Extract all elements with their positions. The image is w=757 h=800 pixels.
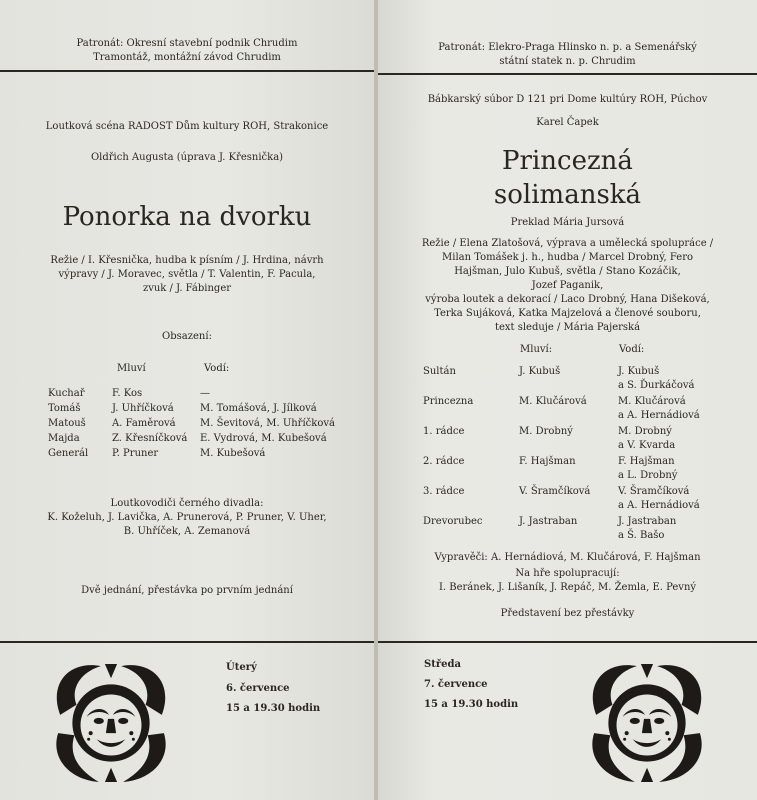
cast-puppeteer: a S. Ďurkáčová [618, 380, 695, 391]
col-speak-heading: Mluví: [520, 344, 553, 355]
left-ensemble: Loutková scéna RADOST Dům kultury ROH, Strakonice [45, 121, 329, 132]
cast-puppeteer: a V. Kvarda [618, 440, 676, 451]
cast-puppeteer: V. Šramčíková [618, 486, 690, 497]
col-lead-heading: Vodí: [619, 344, 645, 355]
right-page [378, 0, 757, 800]
coop-list: I. Beránek, J. Lišaník, J. Repáč, M. Žemla, E. Pevný [438, 582, 697, 593]
puppeteers-line-2: B. Uhříček, A. Zemanová [123, 526, 251, 537]
coop-heading: Na hře spolupracují: [515, 568, 620, 579]
cast-speaker: V. Šramčíková [519, 486, 591, 497]
top-divider [378, 73, 757, 75]
right-translation: Preklad Mária Jursová [510, 217, 625, 228]
col-lead-heading: Vodí: [204, 363, 230, 374]
cast-speaker: F. Hajšman [519, 456, 576, 467]
cast-speaker: J. Jastraban [519, 516, 578, 527]
acts-note: Dvě jednání, přestávka po prvním jednání [81, 585, 293, 596]
cast-speaker: M. Drobný [519, 426, 573, 437]
cast-role: Sultán [423, 366, 456, 377]
cast-puppeteer: F. Hajšman [618, 456, 675, 467]
right-patron-line-2: státní statek n. p. Chrudim [499, 56, 636, 67]
right-credits-line: text sleduje / Mária Pajerská [494, 322, 641, 333]
left-author: Oldřich Augusta (úprava J. Křesnička) [90, 152, 284, 163]
cast-puppeteer: J. Jastraban [618, 516, 677, 527]
narrators: Vypravěči: A. Hernádiová, M. Klučárová, F. Hajšman [434, 552, 701, 563]
right-patron-line-1: Patronát: Elekro-Praga Hlinsko n. p. a Semenářský [438, 42, 697, 53]
cast-role: Princezna [423, 396, 474, 407]
cast-speaker: M. Klučárová [519, 396, 587, 407]
sun-face-emblem-left [50, 662, 172, 784]
right-date: 7. července [424, 679, 488, 690]
cast-role: Matouš [48, 418, 86, 429]
cast-speaker: Z. Křesníčková [112, 433, 188, 444]
cast-puppeteer: a A. Hernádiová [618, 410, 700, 421]
cast-puppeteer: M. Kubešová [200, 448, 266, 459]
cast-puppeteer: M. Drobný [618, 426, 672, 437]
right-day: Středa [424, 659, 461, 670]
cast-puppeteer: M. Ševitová, M. Uhříčková [200, 418, 335, 429]
cast-speaker: P. Pruner [112, 448, 159, 459]
right-credits-line: Milan Tomášek j. h., hudba / Marcel Drobný, Fero [442, 252, 693, 263]
left-credits-line-3: zvuk / J. Fábinger [142, 283, 232, 294]
right-credits-line: Jozef Paganik, [531, 280, 604, 291]
cast-puppeteer: a L. Drobný [618, 470, 678, 481]
cast-role: 3. rádce [423, 486, 465, 497]
right-title-line-1: Princezná [502, 146, 633, 176]
top-divider [0, 70, 374, 72]
cast-role: Majda [48, 433, 80, 444]
sun-face-emblem-right [586, 662, 708, 784]
cast-speaker: F. Kos [112, 388, 143, 399]
left-patron-line-1: Patronát: Okresní stavební podnik Chrudim [76, 38, 298, 49]
cast-speaker: J. Uhříčková [112, 403, 174, 414]
cast-role: 2. rádce [423, 456, 465, 467]
left-patron-line-2: Tramontáž, montážní závod Chrudim [93, 52, 281, 63]
cast-role: 1. rádce [423, 426, 465, 437]
cast-heading: Obsazení: [162, 331, 212, 342]
cast-puppeteer: a Š. Bašo [618, 530, 665, 541]
cast-puppeteer: E. Vydrová, M. Kubešová [200, 433, 327, 444]
cast-puppeteer: M. Tomášová, J. Jílková [200, 403, 317, 414]
left-day: Úterý [226, 662, 257, 673]
right-credits-line: Hajšman, Julo Kubuš, světla / Stano Kozáčik, [454, 266, 681, 277]
left-page [0, 0, 374, 800]
bottom-divider [0, 641, 374, 643]
cast-puppeteer: — [200, 388, 210, 399]
puppeteers-heading: Loutkovodiči černého divadla: [110, 498, 264, 509]
right-ensemble: Bábkarský súbor D 121 pri Dome kultúry ROH, Púchov [427, 94, 708, 105]
intermission-note: Představení bez přestávky [500, 608, 635, 619]
cast-puppeteer: M. Klučárová [618, 396, 686, 407]
left-title: Ponorka na dvorku [62, 202, 312, 232]
cast-puppeteer: J. Kubuš [618, 366, 660, 377]
cast-speaker: J. Kubuš [519, 366, 561, 377]
cast-role: Kuchař [48, 388, 85, 399]
cast-role: Tomáš [48, 403, 81, 414]
col-speak-heading: Mluví [117, 363, 146, 374]
left-time: 15 a 19.30 hodin [226, 703, 321, 714]
right-credits-line: výroba loutek a dekorací / Laco Drobný, Hana Dišeková, [425, 294, 710, 305]
cast-role: Drevorubec [423, 516, 483, 527]
cast-speaker: A. Faměrová [112, 418, 176, 429]
cast-puppeteer: a A. Hernádiová [618, 500, 700, 511]
right-author: Karel Čapek [536, 117, 599, 128]
cast-role: Generál [48, 448, 89, 459]
right-credits-line: Terka Sujáková, Katka Majzelová a členové souboru, [434, 308, 701, 319]
bottom-divider [378, 641, 757, 643]
right-credits-line: Režie / Elena Zlatošová, výprava a umělecká spolupráce / [421, 238, 714, 249]
puppeteers-line-1: K. Koželuh, J. Lavička, A. Prunerová, P. Pruner, V. Uher, [47, 512, 327, 523]
left-credits-line-2: výpravy / J. Moravec, světla / T. Valentin, F. Pacula, [58, 269, 316, 280]
right-time: 15 a 19.30 hodin [424, 699, 519, 710]
right-title-line-2: solimanská [493, 180, 642, 210]
left-date: 6. července [226, 683, 290, 694]
left-credits-line-1: Režie / I. Křesnička, hudba k písním / J. Hrdina, návrh [50, 255, 324, 266]
